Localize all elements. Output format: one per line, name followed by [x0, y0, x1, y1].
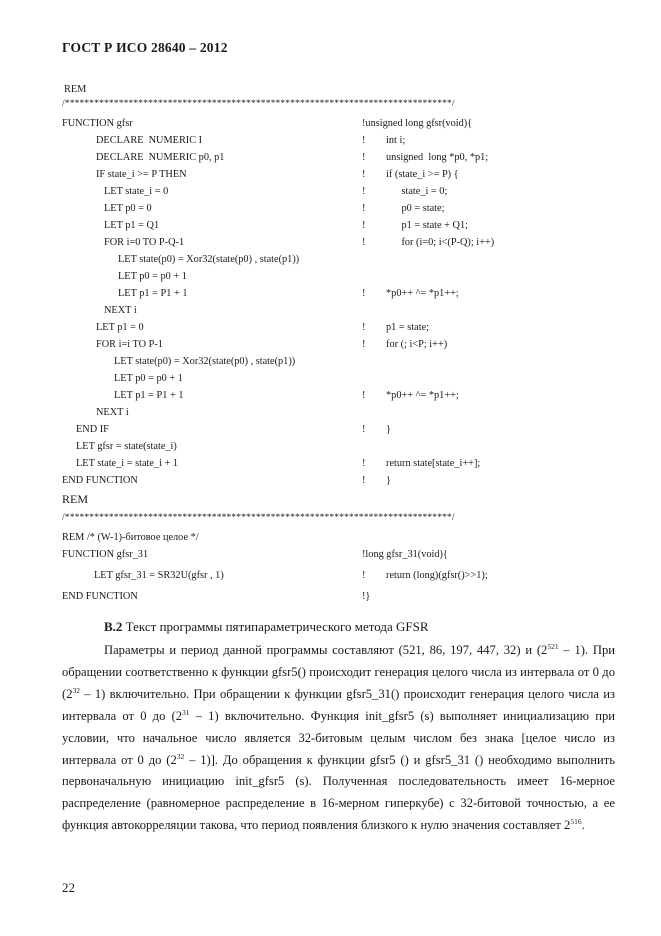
code-line-left: LET p1 = Q1 — [104, 220, 160, 231]
code-line-right: ! for (; i<P; i++) — [362, 339, 448, 350]
code-line-left: DECLARE NUMERIC I — [96, 135, 203, 146]
paragraph-text: – 1)]. До обращения к функции gfsr5 () и gfsr5_31 () необходимо выполнить первоначальную инициацию init_gfsr5 (s). Полученная последовательность имеет 16-мерное распределение (равномерное распределение в 16-мерном гиперкубе) с 32-битовой точностью, а ее функция автокорреляции такова, что период появления близкого к нулю значения составляет 2 — [62, 752, 615, 833]
code-line-left: LET p0 = 0 — [104, 203, 152, 214]
code-line-right: ! for (i=0; i<(P-Q); i++) — [362, 237, 495, 248]
code-line-right: ! } — [362, 424, 391, 435]
code-line-left: NEXT i — [104, 305, 137, 316]
section-number: В.2 — [104, 619, 123, 634]
exponent: 521 — [547, 641, 559, 651]
paragraph-text: – 1). При обращении соответственно к функции gfsr5() происходит генерация целого числа из интервала от 0 до (2 — [62, 643, 615, 701]
code-line-right: ! p0 = state; — [362, 203, 445, 214]
rem-comment-line: REM /* (W-1)-битовое целое */ — [62, 532, 199, 543]
code-line-right: !long gfsr_31(void){ — [362, 549, 448, 560]
code-line-left: END FUNCTION — [62, 475, 138, 486]
comment-separator: /*******************************************************************************/ — [62, 99, 455, 109]
code-line-left: END FUNCTION — [62, 591, 138, 602]
code-line-right: !unsigned long gfsr(void){ — [362, 118, 473, 129]
code-line-left: LET gfsr = state(state_i) — [76, 441, 177, 452]
code-line-right: ! return state[state_i++]; — [362, 458, 481, 469]
paragraph-text: Параметры и период данной программы составляют (521, 86, 197, 447, 32) и (2 — [104, 643, 548, 657]
code-line-left: FOR i=i TO P-1 — [96, 339, 163, 350]
code-line-right: ! *p0++ ^= *p1++; — [362, 390, 459, 401]
code-line-right: ! p1 = state; — [362, 322, 430, 333]
code-line-left: LET state(p0) = Xor32(state(p0) , state(p1)) — [118, 254, 300, 265]
paragraph-text: – 1) включительно. При обращении к функции gfsr5_31() происходит генерация целого числа из интервала от 0 до (2 — [62, 686, 615, 723]
code-line-left: NEXT i — [96, 407, 129, 418]
code-line-right: ! } — [362, 475, 391, 486]
comment-separator: /*******************************************************************************/ — [62, 513, 455, 523]
paragraph-text: . — [581, 818, 585, 833]
code-line-right: ! p1 = state + Q1; — [362, 220, 468, 231]
exponent: 31 — [182, 707, 190, 717]
code-line-left: DECLARE NUMERIC p0, p1 — [96, 152, 225, 163]
section-heading — [104, 619, 429, 635]
code-line-left: LET state(p0) = Xor32(state(p0) , state(p1)) — [114, 356, 296, 367]
code-line-left: LET p1 = 0 — [96, 322, 144, 333]
paragraph-text: – 1) включительно. Функция init_gfsr5 (s) выполняет инициализацию при условии, что начальное число является 32-битовым целым числом без знака [целое число из интервала от 0 до (2 — [62, 708, 615, 767]
code-line-left: LET p0 = p0 + 1 — [118, 271, 187, 282]
code-line-left: END IF — [76, 424, 109, 435]
exponent: 32 — [72, 685, 80, 695]
code-line-right: ! *p0++ ^= *p1++; — [362, 288, 459, 299]
rem-keyword: REM — [64, 84, 87, 95]
page-number: 22 — [62, 880, 75, 895]
rem-keyword: REM — [62, 492, 89, 506]
section-title-text: Текст программы пятипараметрического метода GFSR — [125, 619, 429, 634]
exponent: 516 — [570, 817, 582, 827]
code-line-right: !} — [362, 591, 371, 602]
document-header: ГОСТ Р ИСО 28640 – 2012 — [62, 40, 228, 55]
code-line-left: FUNCTION gfsr — [62, 118, 133, 129]
code-line-left: LET gfsr_31 = SR32U(gfsr , 1) — [94, 570, 224, 581]
code-line-left: IF state_i >= P THEN — [96, 169, 187, 180]
code-line-right: ! return (long)(gfsr()>>1); — [362, 570, 488, 581]
code-line-left: FUNCTION gfsr_31 — [62, 549, 149, 560]
code-line-left: LET state_i = 0 — [104, 186, 169, 197]
code-line-left: LET p1 = P1 + 1 — [114, 390, 184, 401]
code-line-left: FOR i=0 TO P-Q-1 — [104, 237, 185, 248]
code-line-left: LET state_i = state_i + 1 — [76, 458, 179, 469]
exponent: 32 — [176, 751, 185, 761]
code-line-right: ! unsigned long *p0, *p1; — [362, 152, 489, 163]
code-line-right: ! state_i = 0; — [362, 186, 448, 197]
body-paragraph — [62, 640, 615, 837]
code-line-right: ! int i; — [362, 135, 406, 146]
code-line-left: LET p1 = P1 + 1 — [118, 288, 188, 299]
code-line-right: ! if (state_i >= P) { — [362, 169, 459, 180]
code-line-left: LET p0 = p0 + 1 — [114, 373, 183, 384]
